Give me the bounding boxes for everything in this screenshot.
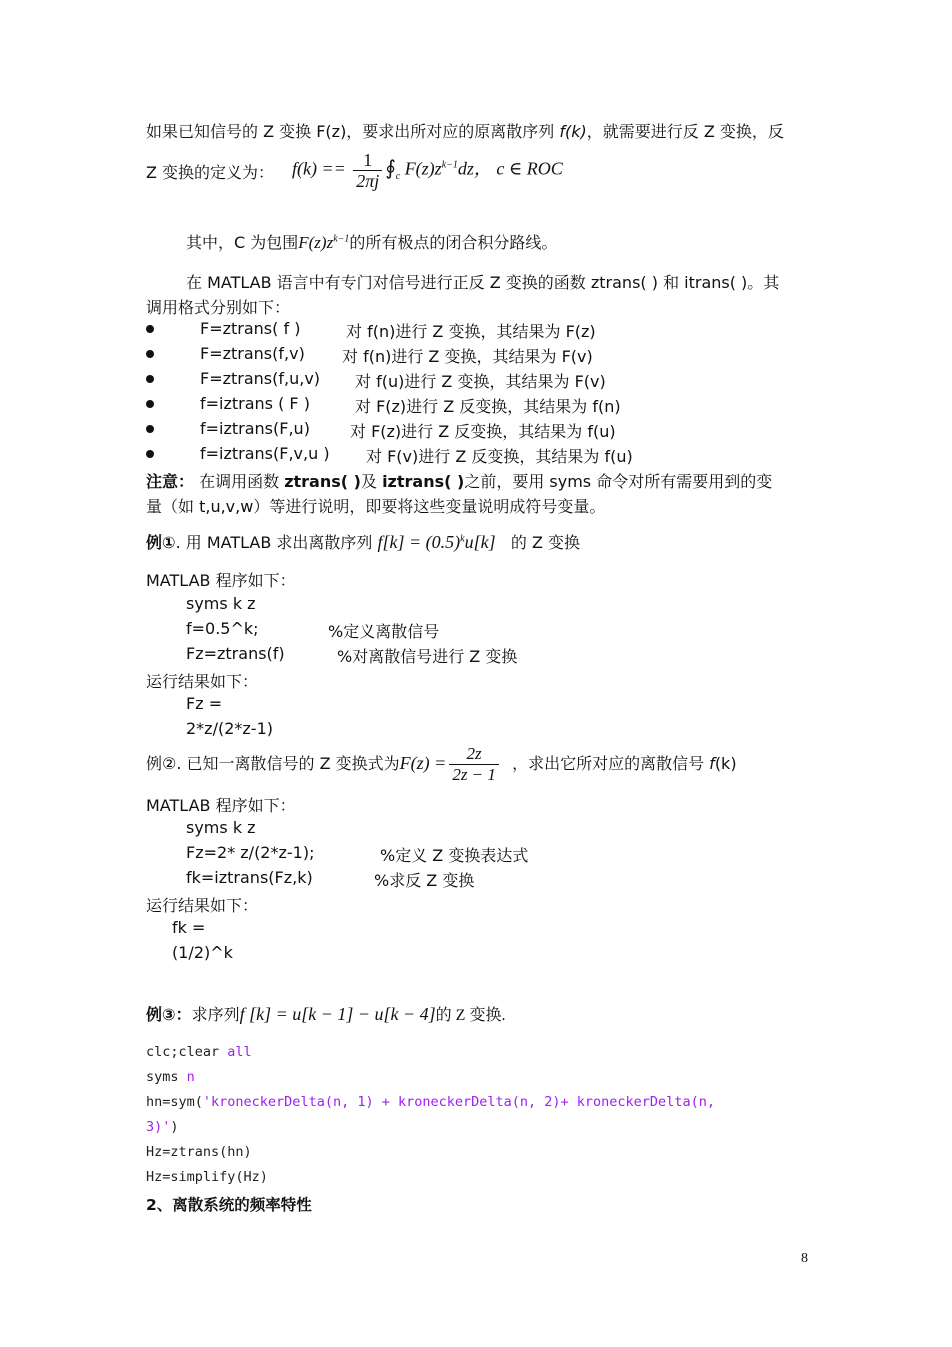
bullet-dot [146, 375, 154, 383]
example2-prog-label: MATLAB 程序如下： [146, 796, 296, 815]
bullet-dot [146, 400, 154, 408]
example2-fraction: $\frac{2z}{2z - 1}$ [449, 744, 499, 785]
code-comment: %定义 Z 变换表达式 [380, 846, 529, 865]
code-line: Fz=2* z/(2*z-1); [186, 843, 315, 862]
bullet-desc: 对 f(u)进行 Z 变换，其结果为 F(v) [355, 372, 606, 391]
matlab-para-line-1: 在 MATLAB 语言中有专门对信号进行正反 Z 变换的函数 ztrans( ) 和 itrans( )。其 [186, 273, 780, 292]
intro-line-1: 如果已知信号的 Z 变换 F(z)，要求出所对应的原离散序列 f(k)，就需要进行反 Z 变换，反 [146, 122, 784, 141]
page-number: 8 [801, 1251, 808, 1266]
bullet-desc: 对 F(z)进行 Z 反变换，其结果为 f(n) [355, 397, 621, 416]
code3-line: syms n [146, 1069, 195, 1085]
bullet-dot [146, 325, 154, 333]
example1-heading: 例①. 用 MATLAB 求出离散序列 $f[k] = (0.5)^ku[k]$ 的 Z 变换 [146, 532, 580, 552]
code-line: fk=iztrans(Fz,k) [186, 868, 313, 887]
bullet-code: f=iztrans(F,v,u ) [200, 444, 330, 463]
bullet-code: F=ztrans(f,u,v) [200, 369, 321, 388]
bullet-dot [146, 350, 154, 358]
code-comment: %求反 Z 变换 [374, 871, 475, 890]
code3-line: hn=sym('kroneckerDelta(n, 1) + kroneckerDelta(n, 2)+ kroneckerDelta(n, [146, 1094, 715, 1110]
code-comment: %对离散信号进行 Z 变换 [337, 647, 518, 666]
bullet-desc: 对 F(z)进行 Z 反变换，其结果为 f(u) [350, 422, 616, 441]
example3-heading: 例③：求序列f [k] = u[k − 1] − u[k − 4]的 Z 变换. [146, 1004, 506, 1024]
formula-fraction: $\frac{1}{2\pi j}$ [353, 150, 382, 191]
code-line: syms k z [186, 818, 256, 837]
code3-line: 3)') [146, 1119, 179, 1135]
code3-line: Hz=simplify(Hz) [146, 1169, 268, 1185]
result-line: fk = [172, 918, 206, 937]
code3-line: Hz=ztrans(hn) [146, 1144, 252, 1160]
example1-prog-label: MATLAB 程序如下： [146, 571, 296, 590]
bullet-code: f=iztrans ( F ) [200, 394, 310, 413]
code-line: Fz=ztrans(f) [186, 644, 285, 663]
intro-line-2: Z 变换的定义为： [146, 163, 275, 182]
result-line: 2*z/(2*z-1) [186, 719, 273, 738]
bullet-dot [146, 450, 154, 458]
bullet-desc: 对 F(v)进行 Z 反变换，其结果为 f(u) [366, 447, 633, 466]
code-comment: %定义离散信号 [328, 622, 440, 641]
example1-result-label: 运行结果如下： [146, 672, 259, 691]
section-heading: 2、离散系统的频率特性 [146, 1196, 312, 1214]
bullet-desc: 对 f(n)进行 Z 变换，其结果为 F(z) [346, 322, 596, 341]
bullet-code: f=iztrans(F,u) [200, 419, 310, 438]
code-line: f=0.5^k; [186, 619, 259, 638]
note-line-1: 注意： 在调用函数 ztrans( )及 iztrans( )之前，要用 syms 命令对所有需要用到的变 [146, 472, 773, 491]
example2-heading: 例②. 已知一离散信号的 Z 变换式为F(z) = $\frac{2z}{2z - 1}$ ，求出它所对应的离散信号 f(k) [146, 744, 737, 784]
bullet-desc: 对 f(n)进行 Z 变换，其结果为 F(v) [342, 347, 593, 366]
note-line-2: 量（如 t,u,v,w）等进行说明，即要将这些变量说明成符号变量。 [146, 497, 606, 516]
bullet-code: F=ztrans( f ) [200, 319, 301, 338]
bullet-code: F=ztrans(f,v) [200, 344, 305, 363]
result-line: Fz = [186, 694, 223, 713]
inverse-z-formula: f(k) == $\frac{1}{2\pi j}$ $∮_c$ $F(z)z^{k-1}dz$， c ∈ ROC [292, 150, 563, 191]
code3-line: clc;clear all [146, 1044, 252, 1060]
bullet-dot [146, 425, 154, 433]
matlab-para-line-2: 调用格式分别如下： [146, 298, 291, 317]
contour-note: 其中，C 为包围$F(z)z^{k-1}$的所有极点的闭合积分路线。 [186, 233, 558, 252]
example2-result-label: 运行结果如下： [146, 896, 259, 915]
code-line: syms k z [186, 594, 256, 613]
result-line: (1/2)^k [172, 943, 233, 962]
